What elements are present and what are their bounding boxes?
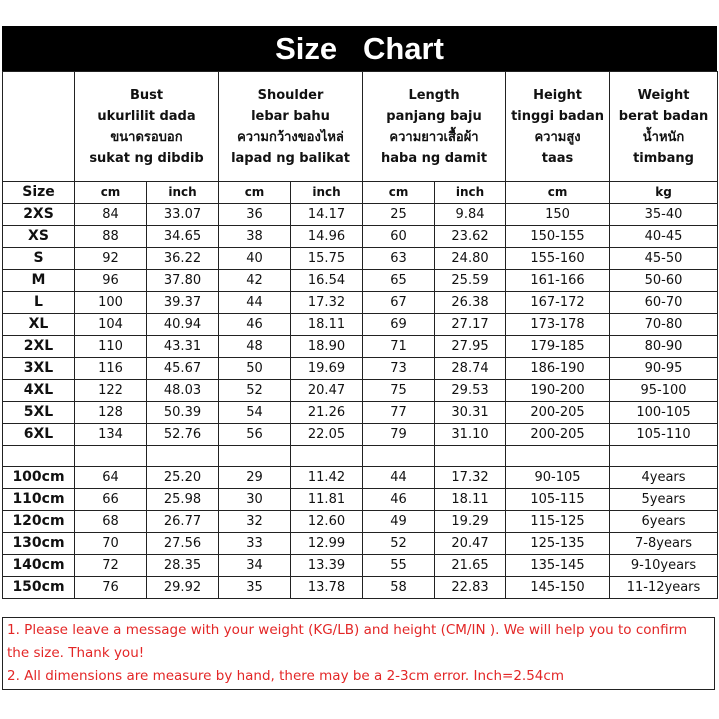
empty-cell [363, 446, 435, 467]
table-cell: 134 [75, 424, 147, 446]
table-cell: 35-40 [610, 204, 718, 226]
table-row [3, 424, 718, 446]
table-cell: 75 [363, 380, 435, 402]
size-label-cell: 2XL [3, 336, 75, 358]
table-row [3, 380, 718, 402]
notes-box [2, 617, 715, 690]
spacer-row [3, 446, 718, 467]
table-row [3, 577, 718, 599]
size-label-cell: L [3, 292, 75, 314]
table-cell: 11-12years [610, 577, 718, 599]
header-shoulder-th: ความกว้างของไหล่ [237, 129, 344, 145]
table-cell: 29 [219, 467, 291, 489]
table-cell: 44 [363, 467, 435, 489]
unit-cell: cm [363, 182, 435, 204]
table-cell: 11.81 [291, 489, 363, 511]
table-cell: 125-135 [506, 533, 610, 555]
table-cell: 115-125 [506, 511, 610, 533]
table-cell: 27.56 [147, 533, 219, 555]
table-cell: 5years [610, 489, 718, 511]
table-cell: 49 [363, 511, 435, 533]
table-cell: 50 [219, 358, 291, 380]
table-cell: 24.80 [435, 248, 506, 270]
table-cell: 48.03 [147, 380, 219, 402]
table-cell: 190-200 [506, 380, 610, 402]
table-cell: 18.90 [291, 336, 363, 358]
table-row [3, 489, 718, 511]
size-label-cell: XL [3, 314, 75, 336]
table-cell: 44 [219, 292, 291, 314]
table-cell: 34.65 [147, 226, 219, 248]
table-cell: 100 [75, 292, 147, 314]
table-row [3, 511, 718, 533]
table-cell: 17.32 [435, 467, 506, 489]
table-cell: 116 [75, 358, 147, 380]
table-cell: 56 [219, 424, 291, 446]
table-cell: 66 [75, 489, 147, 511]
table-cell: 155-160 [506, 248, 610, 270]
table-cell: 71 [363, 336, 435, 358]
size-label-cell: 150cm [3, 577, 75, 599]
size-label-cell: 6XL [3, 424, 75, 446]
table-cell: 38 [219, 226, 291, 248]
header-height [506, 72, 610, 182]
header-weight-id: berat badan [618, 108, 709, 124]
table-cell: 17.32 [291, 292, 363, 314]
table-cell: 21.65 [435, 555, 506, 577]
table-row [3, 402, 718, 424]
table-cell: 186-190 [506, 358, 610, 380]
header-bust-id: ukurlilit dada [97, 108, 196, 124]
table-cell: 31.10 [435, 424, 506, 446]
chart-title: Size Chart [275, 30, 444, 66]
table-row [3, 226, 718, 248]
table-row [3, 248, 718, 270]
header-height-tl: taas [541, 150, 574, 166]
table-cell: 45-50 [610, 248, 718, 270]
size-table [2, 71, 718, 599]
table-cell: 33 [219, 533, 291, 555]
table-cell: 22.05 [291, 424, 363, 446]
table-cell: 28.35 [147, 555, 219, 577]
table-cell: 33.07 [147, 204, 219, 226]
header-shoulder-id: lebar bahu [251, 108, 330, 124]
table-cell: 80-90 [610, 336, 718, 358]
table-cell: 167-172 [506, 292, 610, 314]
table-cell: 15.75 [291, 248, 363, 270]
table-cell: 20.47 [291, 380, 363, 402]
header-weight-en: Weight [637, 87, 690, 103]
table-row [3, 336, 718, 358]
table-row [3, 533, 718, 555]
table-cell: 88 [75, 226, 147, 248]
table-cell: 18.11 [291, 314, 363, 336]
table-cell: 60-70 [610, 292, 718, 314]
unit-cell: kg [610, 182, 718, 204]
table-cell: 27.17 [435, 314, 506, 336]
table-cell: 105-110 [610, 424, 718, 446]
table-cell: 28.74 [435, 358, 506, 380]
table-cell: 13.78 [291, 577, 363, 599]
table-cell: 7-8years [610, 533, 718, 555]
table-cell: 67 [363, 292, 435, 314]
table-cell: 52 [363, 533, 435, 555]
table-cell: 90-95 [610, 358, 718, 380]
empty-cell [435, 446, 506, 467]
note-1: 1. Please leave a message with your weight (KG/LB) and height (CM/IN ). We will help you to confirm the size. Thank you! [7, 622, 688, 661]
table-cell: 161-166 [506, 270, 610, 292]
table-cell: 70-80 [610, 314, 718, 336]
size-label-cell: 130cm [3, 533, 75, 555]
header-height-en: Height [533, 87, 582, 103]
header-height-th: ความสูง [534, 129, 581, 145]
table-cell: 110 [75, 336, 147, 358]
table-cell: 96 [75, 270, 147, 292]
table-cell: 25.20 [147, 467, 219, 489]
chart-title-banner [2, 26, 717, 71]
header-length [363, 72, 506, 182]
table-cell: 19.69 [291, 358, 363, 380]
table-cell: 105-115 [506, 489, 610, 511]
header-bust-th: ขนาดรอบอก [110, 129, 183, 145]
header-weight-th: น้ำหนัก [642, 129, 685, 145]
table-row [3, 270, 718, 292]
size-label-cell: S [3, 248, 75, 270]
header-corner [3, 72, 75, 182]
table-cell: 25.59 [435, 270, 506, 292]
table-cell: 30 [219, 489, 291, 511]
table-cell: 54 [219, 402, 291, 424]
table-cell: 35 [219, 577, 291, 599]
table-cell: 22.83 [435, 577, 506, 599]
table-cell: 150 [506, 204, 610, 226]
table-cell: 45.67 [147, 358, 219, 380]
table-cell: 60 [363, 226, 435, 248]
table-cell: 42 [219, 270, 291, 292]
table-cell: 104 [75, 314, 147, 336]
table-cell: 11.42 [291, 467, 363, 489]
table-cell: 200-205 [506, 402, 610, 424]
table-cell: 64 [75, 467, 147, 489]
table-cell: 29.53 [435, 380, 506, 402]
header-length-tl: haba ng damit [381, 150, 488, 166]
table-cell: 40 [219, 248, 291, 270]
table-cell: 26.77 [147, 511, 219, 533]
unit-cell: inch [435, 182, 506, 204]
unit-cell: inch [147, 182, 219, 204]
table-cell: 12.99 [291, 533, 363, 555]
table-cell: 100-105 [610, 402, 718, 424]
size-label-cell: 120cm [3, 511, 75, 533]
table-cell: 68 [75, 511, 147, 533]
header-bust-tl: sukat ng dibdib [89, 150, 204, 166]
table-cell: 29.92 [147, 577, 219, 599]
size-column-label: Size [3, 182, 75, 204]
table-cell: 79 [363, 424, 435, 446]
table-cell: 95-100 [610, 380, 718, 402]
table-row [3, 358, 718, 380]
table-cell: 63 [363, 248, 435, 270]
table-cell: 30.31 [435, 402, 506, 424]
header-row [3, 72, 718, 182]
table-cell: 52.76 [147, 424, 219, 446]
table-cell: 48 [219, 336, 291, 358]
table-cell: 52 [219, 380, 291, 402]
header-length-th: ความยาวเสื้อผ้า [389, 129, 479, 145]
table-cell: 65 [363, 270, 435, 292]
header-shoulder [219, 72, 363, 182]
table-cell: 19.29 [435, 511, 506, 533]
empty-cell [291, 446, 363, 467]
table-cell: 25.98 [147, 489, 219, 511]
table-cell: 13.39 [291, 555, 363, 577]
units-row [3, 182, 718, 204]
table-cell: 179-185 [506, 336, 610, 358]
table-cell: 58 [363, 577, 435, 599]
size-label-cell: 2XS [3, 204, 75, 226]
table-cell: 9.84 [435, 204, 506, 226]
table-cell: 72 [75, 555, 147, 577]
table-cell: 9-10years [610, 555, 718, 577]
size-label-cell: 5XL [3, 402, 75, 424]
table-cell: 32 [219, 511, 291, 533]
table-cell: 73 [363, 358, 435, 380]
table-cell: 14.96 [291, 226, 363, 248]
table-cell: 70 [75, 533, 147, 555]
size-label-cell: 100cm [3, 467, 75, 489]
table-row [3, 467, 718, 489]
table-cell: 122 [75, 380, 147, 402]
table-cell: 92 [75, 248, 147, 270]
table-cell: 34 [219, 555, 291, 577]
table-cell: 128 [75, 402, 147, 424]
table-cell: 200-205 [506, 424, 610, 446]
table-cell: 76 [75, 577, 147, 599]
header-bust [75, 72, 219, 182]
table-cell: 23.62 [435, 226, 506, 248]
table-cell: 145-150 [506, 577, 610, 599]
table-cell: 36.22 [147, 248, 219, 270]
empty-cell [147, 446, 219, 467]
table-cell: 69 [363, 314, 435, 336]
table-cell: 27.95 [435, 336, 506, 358]
header-shoulder-en: Shoulder [257, 87, 324, 103]
table-cell: 50-60 [610, 270, 718, 292]
unit-cell: cm [219, 182, 291, 204]
table-cell: 21.26 [291, 402, 363, 424]
table-cell: 39.37 [147, 292, 219, 314]
header-shoulder-tl: lapad ng balikat [231, 150, 350, 166]
table-cell: 40.94 [147, 314, 219, 336]
header-weight [610, 72, 718, 182]
size-label-cell: M [3, 270, 75, 292]
unit-cell: cm [75, 182, 147, 204]
size-label-cell: 110cm [3, 489, 75, 511]
table-cell: 26.38 [435, 292, 506, 314]
table-cell: 77 [363, 402, 435, 424]
table-row [3, 292, 718, 314]
empty-cell [3, 446, 75, 467]
table-cell: 84 [75, 204, 147, 226]
size-label-cell: XS [3, 226, 75, 248]
table-cell: 4years [610, 467, 718, 489]
unit-cell: inch [291, 182, 363, 204]
table-cell: 173-178 [506, 314, 610, 336]
table-cell: 37.80 [147, 270, 219, 292]
header-height-id: tinggi badan [511, 108, 604, 124]
empty-cell [610, 446, 718, 467]
size-label-cell: 4XL [3, 380, 75, 402]
table-cell: 50.39 [147, 402, 219, 424]
table-cell: 6years [610, 511, 718, 533]
table-cell: 43.31 [147, 336, 219, 358]
header-length-id: panjang baju [386, 108, 482, 124]
table-cell: 12.60 [291, 511, 363, 533]
table-cell: 18.11 [435, 489, 506, 511]
size-label-cell: 140cm [3, 555, 75, 577]
unit-cell: cm [506, 182, 610, 204]
table-row [3, 204, 718, 226]
table-row [3, 314, 718, 336]
empty-cell [219, 446, 291, 467]
table-cell: 16.54 [291, 270, 363, 292]
note-2: 2. All dimensions are measure by hand, there may be a 2-3cm error. Inch=2.54cm [7, 668, 564, 684]
table-cell: 55 [363, 555, 435, 577]
table-cell: 40-45 [610, 226, 718, 248]
empty-cell [506, 446, 610, 467]
header-bust-en: Bust [129, 87, 164, 103]
table-cell: 36 [219, 204, 291, 226]
table-cell: 135-145 [506, 555, 610, 577]
size-label-cell: 3XL [3, 358, 75, 380]
table-cell: 14.17 [291, 204, 363, 226]
table-row [3, 555, 718, 577]
table-cell: 25 [363, 204, 435, 226]
header-length-en: Length [408, 87, 460, 103]
table-cell: 90-105 [506, 467, 610, 489]
table-cell: 46 [219, 314, 291, 336]
header-weight-tl: timbang [633, 150, 694, 166]
table-cell: 46 [363, 489, 435, 511]
empty-cell [75, 446, 147, 467]
table-cell: 20.47 [435, 533, 506, 555]
table-cell: 150-155 [506, 226, 610, 248]
